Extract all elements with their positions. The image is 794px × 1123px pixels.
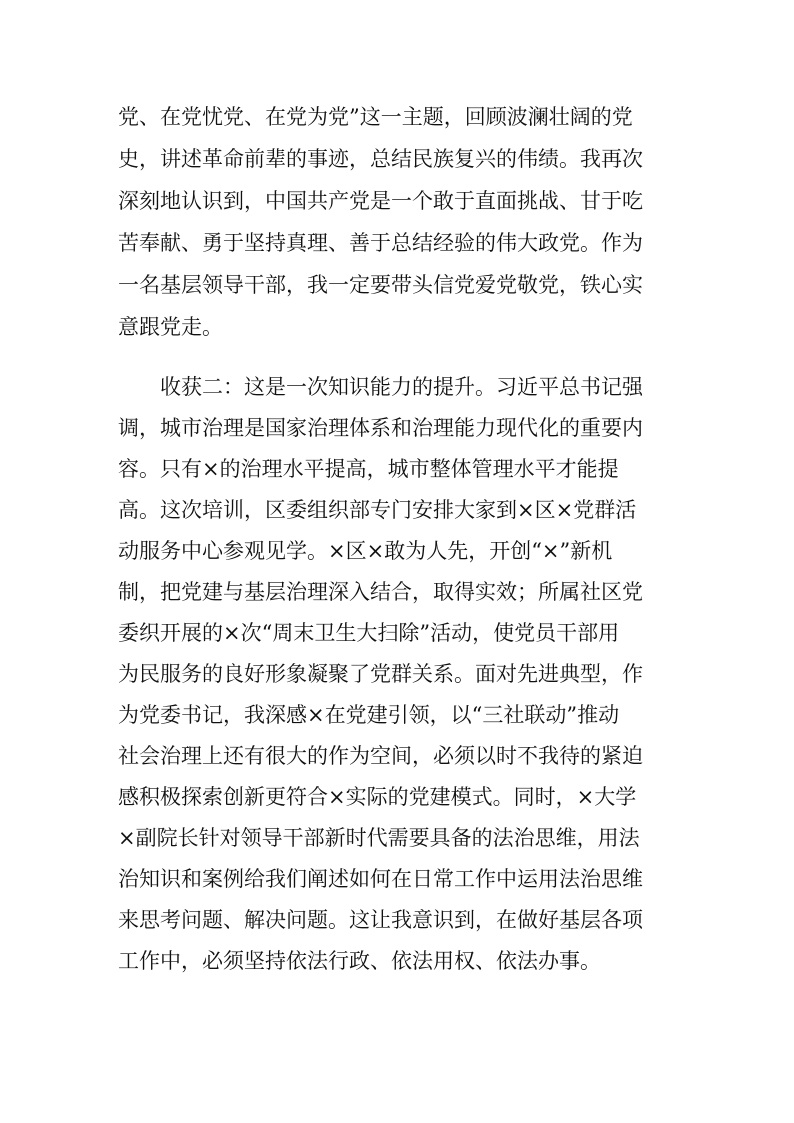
paragraph-1-line: 深刻地认识到，中国共产党是一个敢于直面挑战、甘于吃 (118, 189, 643, 213)
paragraph-2-line: 社会治理上还有很大的作为空间，必须以时不我待的紧迫 (118, 744, 643, 768)
paragraph-2-line: 动服务中心参观见学。×区×敢为人先，开创“×”新机 (118, 539, 613, 563)
paragraph-1-line: 一名基层领导干部，我一定要带头信党爱党敬党，铁心实 (118, 273, 643, 297)
paragraph-1-line: 意跟党走。 (118, 315, 223, 339)
paragraph-1-line: 史，讲述革命前辈的事迹，总结民族复兴的伟绩。我再次 (118, 147, 643, 171)
paragraph-2-line: 制，把党建与基层治理深入结合，取得实效；所属社区党 (118, 580, 643, 604)
paragraph-2-line: 治知识和案例给我们阐述如何在日常工作中运用法治思维 (118, 867, 643, 891)
paragraph-1-line: 苦奉献、勇于坚持真理、善于总结经验的伟大政党。作为 (118, 231, 643, 255)
paragraph-2-line: ×副院长针对领导干部新时代需要具备的法治思维，用法 (118, 826, 640, 850)
paragraph-2-line: 高。这次培训，区委组织部专门安排大家到×区×党群活 (118, 498, 637, 522)
paragraph-2-line: 来思考问题、解决问题。这让我意识到，在做好基层各项 (118, 908, 643, 932)
paragraph-2-line: 调，城市治理是国家治理体系和治理能力现代化的重要内 (118, 416, 643, 440)
paragraph-2-line: 感积极探索创新更符合×实际的党建模式。同时，×大学 (118, 785, 637, 809)
paragraph-2-line: 为党委书记，我深感×在党建引领，以“三社联动”推动 (118, 703, 620, 727)
paragraph-2-line: 收获二：这是一次知识能力的提升。习近平总书记强 (160, 375, 643, 399)
paragraph-2-line: 容。只有×的治理水平提高，城市整体管理水平才能提 (118, 457, 619, 481)
paragraph-1-line: 党、在党忧党、在党为党”这一主题，回顾波澜壮阔的党 (118, 105, 633, 129)
paragraph-2-line: 委织开展的×次“周末卫生大扫除”活动，使党员干部用 (118, 621, 620, 645)
paragraph-2-line: 为民服务的良好形象凝聚了党群关系。面对先进典型，作 (118, 662, 643, 686)
paragraph-2-line: 工作中，必须坚持依法行政、依法用权、依法办事。 (118, 949, 601, 973)
